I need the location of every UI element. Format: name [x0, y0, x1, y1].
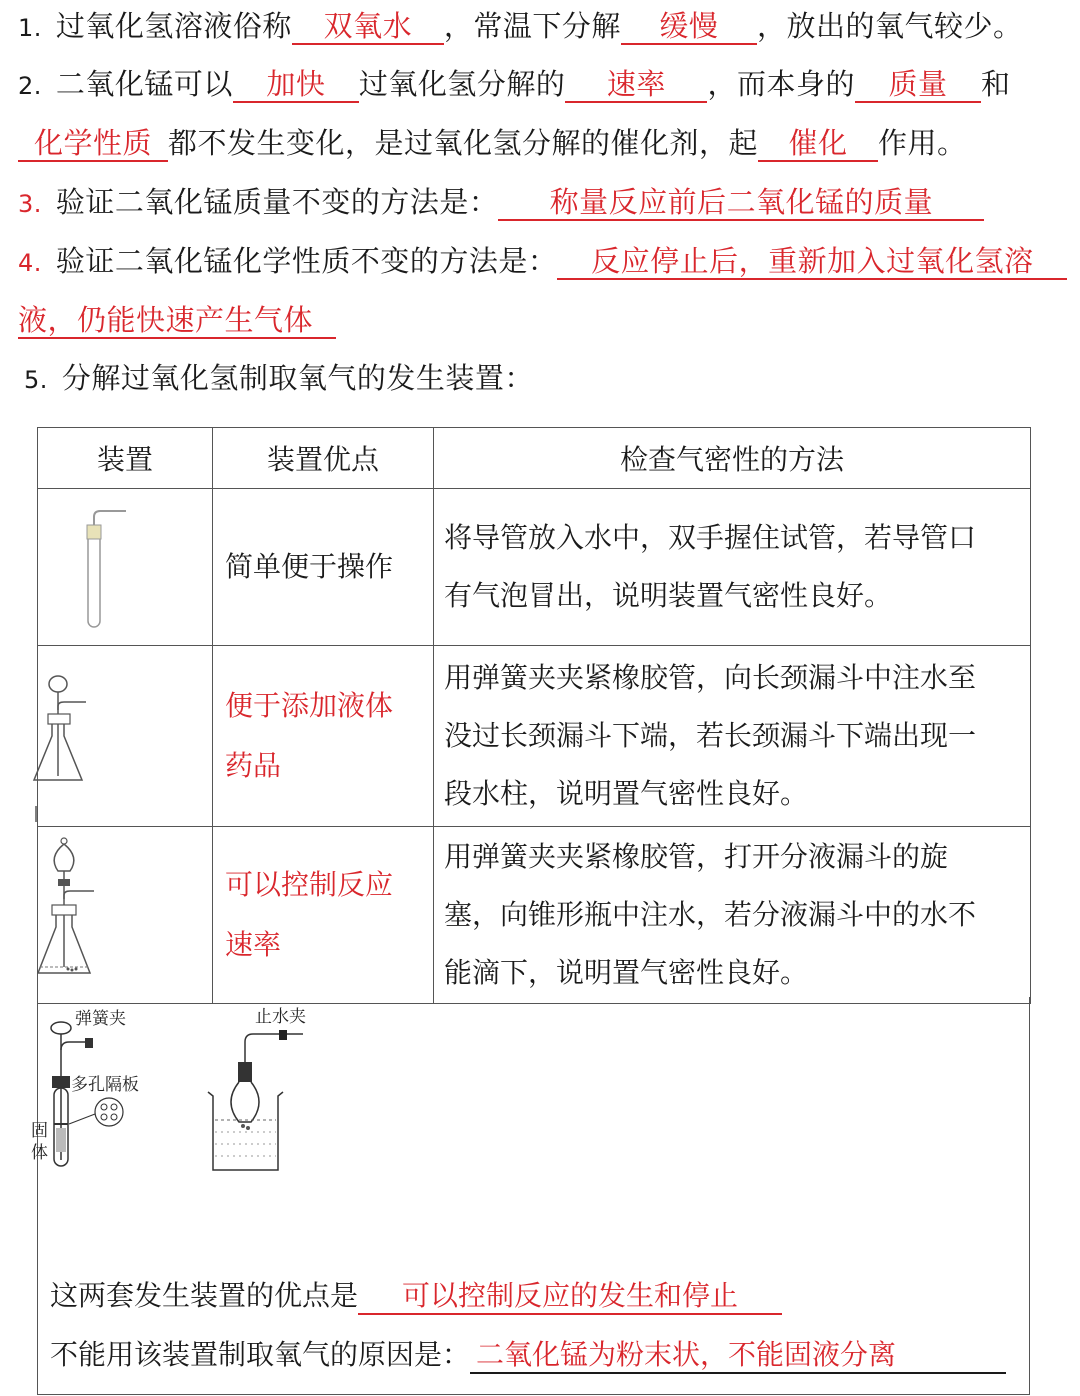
answer-blank: 二氧化锰为粉末状，不能固液分离 [470, 1338, 1006, 1374]
label-spring-clamp: 弹簧夹 [75, 1009, 126, 1029]
answer-blank: 速率 [565, 67, 707, 103]
header-advantage: 装置优点 [213, 428, 434, 489]
answer-blank: 质量 [855, 67, 981, 103]
advantage-cell: 可以控制反应 速率 [213, 827, 434, 1004]
label-stop-clamp: 止水夹 [255, 1007, 306, 1027]
reason-line: 不能用该装置制取氧气的原因是： 二氧化锰为粉末状，不能固液分离 [50, 1335, 1006, 1375]
question-3: 3. 验证二氧化锰质量不变的方法是： 称量反应前后二氧化锰的质量 [18, 182, 984, 224]
advantage-cell: 便于添加液体 药品 [213, 646, 434, 827]
question-number: 4. [18, 249, 42, 277]
question-1: 1. 过氧化氢溶液俗称 双氧水 ，常温下分解 缓慢 ，放出的氧气较少。 [18, 6, 1022, 48]
controllable-apparatus-section [31, 997, 1030, 1395]
separatory-funnel-apparatus [38, 827, 213, 1004]
method-cell: 将导管放入水中，双手握住试管，若导管口 有气泡冒出，说明装置气密性良好。 [434, 489, 1031, 646]
question-number: 5. [24, 366, 48, 394]
separatory-funnel-diagram [38, 827, 213, 1003]
question-2: 2. 二氧化锰可以 加快 过氧化氢分解的 速率 ，而本身的 质量 和 [18, 64, 1010, 106]
answer-blank: 反应停止后，重新加入过氧化氢溶 [557, 244, 1067, 280]
long-neck-funnel-diagram [38, 646, 213, 826]
beaker-stop-clamp-diagram [203, 1002, 333, 1182]
long-neck-funnel-apparatus [38, 646, 213, 827]
test-tube-diagram [38, 489, 213, 645]
label-porous-plate: 多孔隔板 [71, 1075, 139, 1095]
advantage-line: 这两套发生装置的优点是 可以控制反应的发生和停止 [50, 1276, 782, 1316]
apparatus-table [37, 427, 1031, 1004]
method-cell: 用弹簧夹夹紧橡胶管，向长颈漏斗中注水至 没过长颈漏斗下端，若长颈漏斗下端出现一 段水柱，说明置气密性良好。 [434, 646, 1031, 827]
header-apparatus: 装置 [38, 428, 213, 489]
answer-blank: 可以控制反应的发生和停止 [358, 1279, 782, 1315]
question-number: 1. [18, 14, 42, 42]
answer-blank: 缓慢 [621, 9, 757, 45]
answer-blank: 称量反应前后二氧化锰的质量 [498, 185, 984, 221]
advantage-cell: 简单便于操作 [213, 489, 434, 646]
question-number: 2. [18, 72, 42, 100]
question-4-cont [18, 300, 336, 340]
question-4: 4. 验证二氧化锰化学性质不变的方法是： 反应停止后，重新加入过氧化氢溶 [18, 241, 1067, 283]
question-number: 3. [18, 190, 42, 218]
answer-blank: 催化 [758, 126, 878, 162]
answer-blank: 加快 [233, 67, 359, 103]
header-airtight-method: 检查气密性的方法 [434, 428, 1031, 489]
answer-blank: 化学性质 [18, 126, 168, 162]
test-tube-apparatus [38, 489, 213, 646]
label-solid-2: 体 [31, 1143, 48, 1163]
answer-blank: 液，仍能快速产生气体 [18, 303, 336, 339]
method-cell: 用弹簧夹夹紧橡胶管，打开分液漏斗的旋 塞，向锥形瓶中注水，若分液漏斗中的水不 能滴下，说明置气密性良好。 [434, 827, 1031, 1004]
answer-blank: 双氧水 [292, 9, 444, 45]
label-solid-1: 固 [31, 1121, 48, 1141]
question-5: 5. 分解过氧化氢制取氧气的发生装置： [24, 358, 534, 400]
question-2-cont: 化学性质 都不发生变化，是过氧化氢分解的催化剂，起 催化 作用。 [18, 123, 967, 163]
